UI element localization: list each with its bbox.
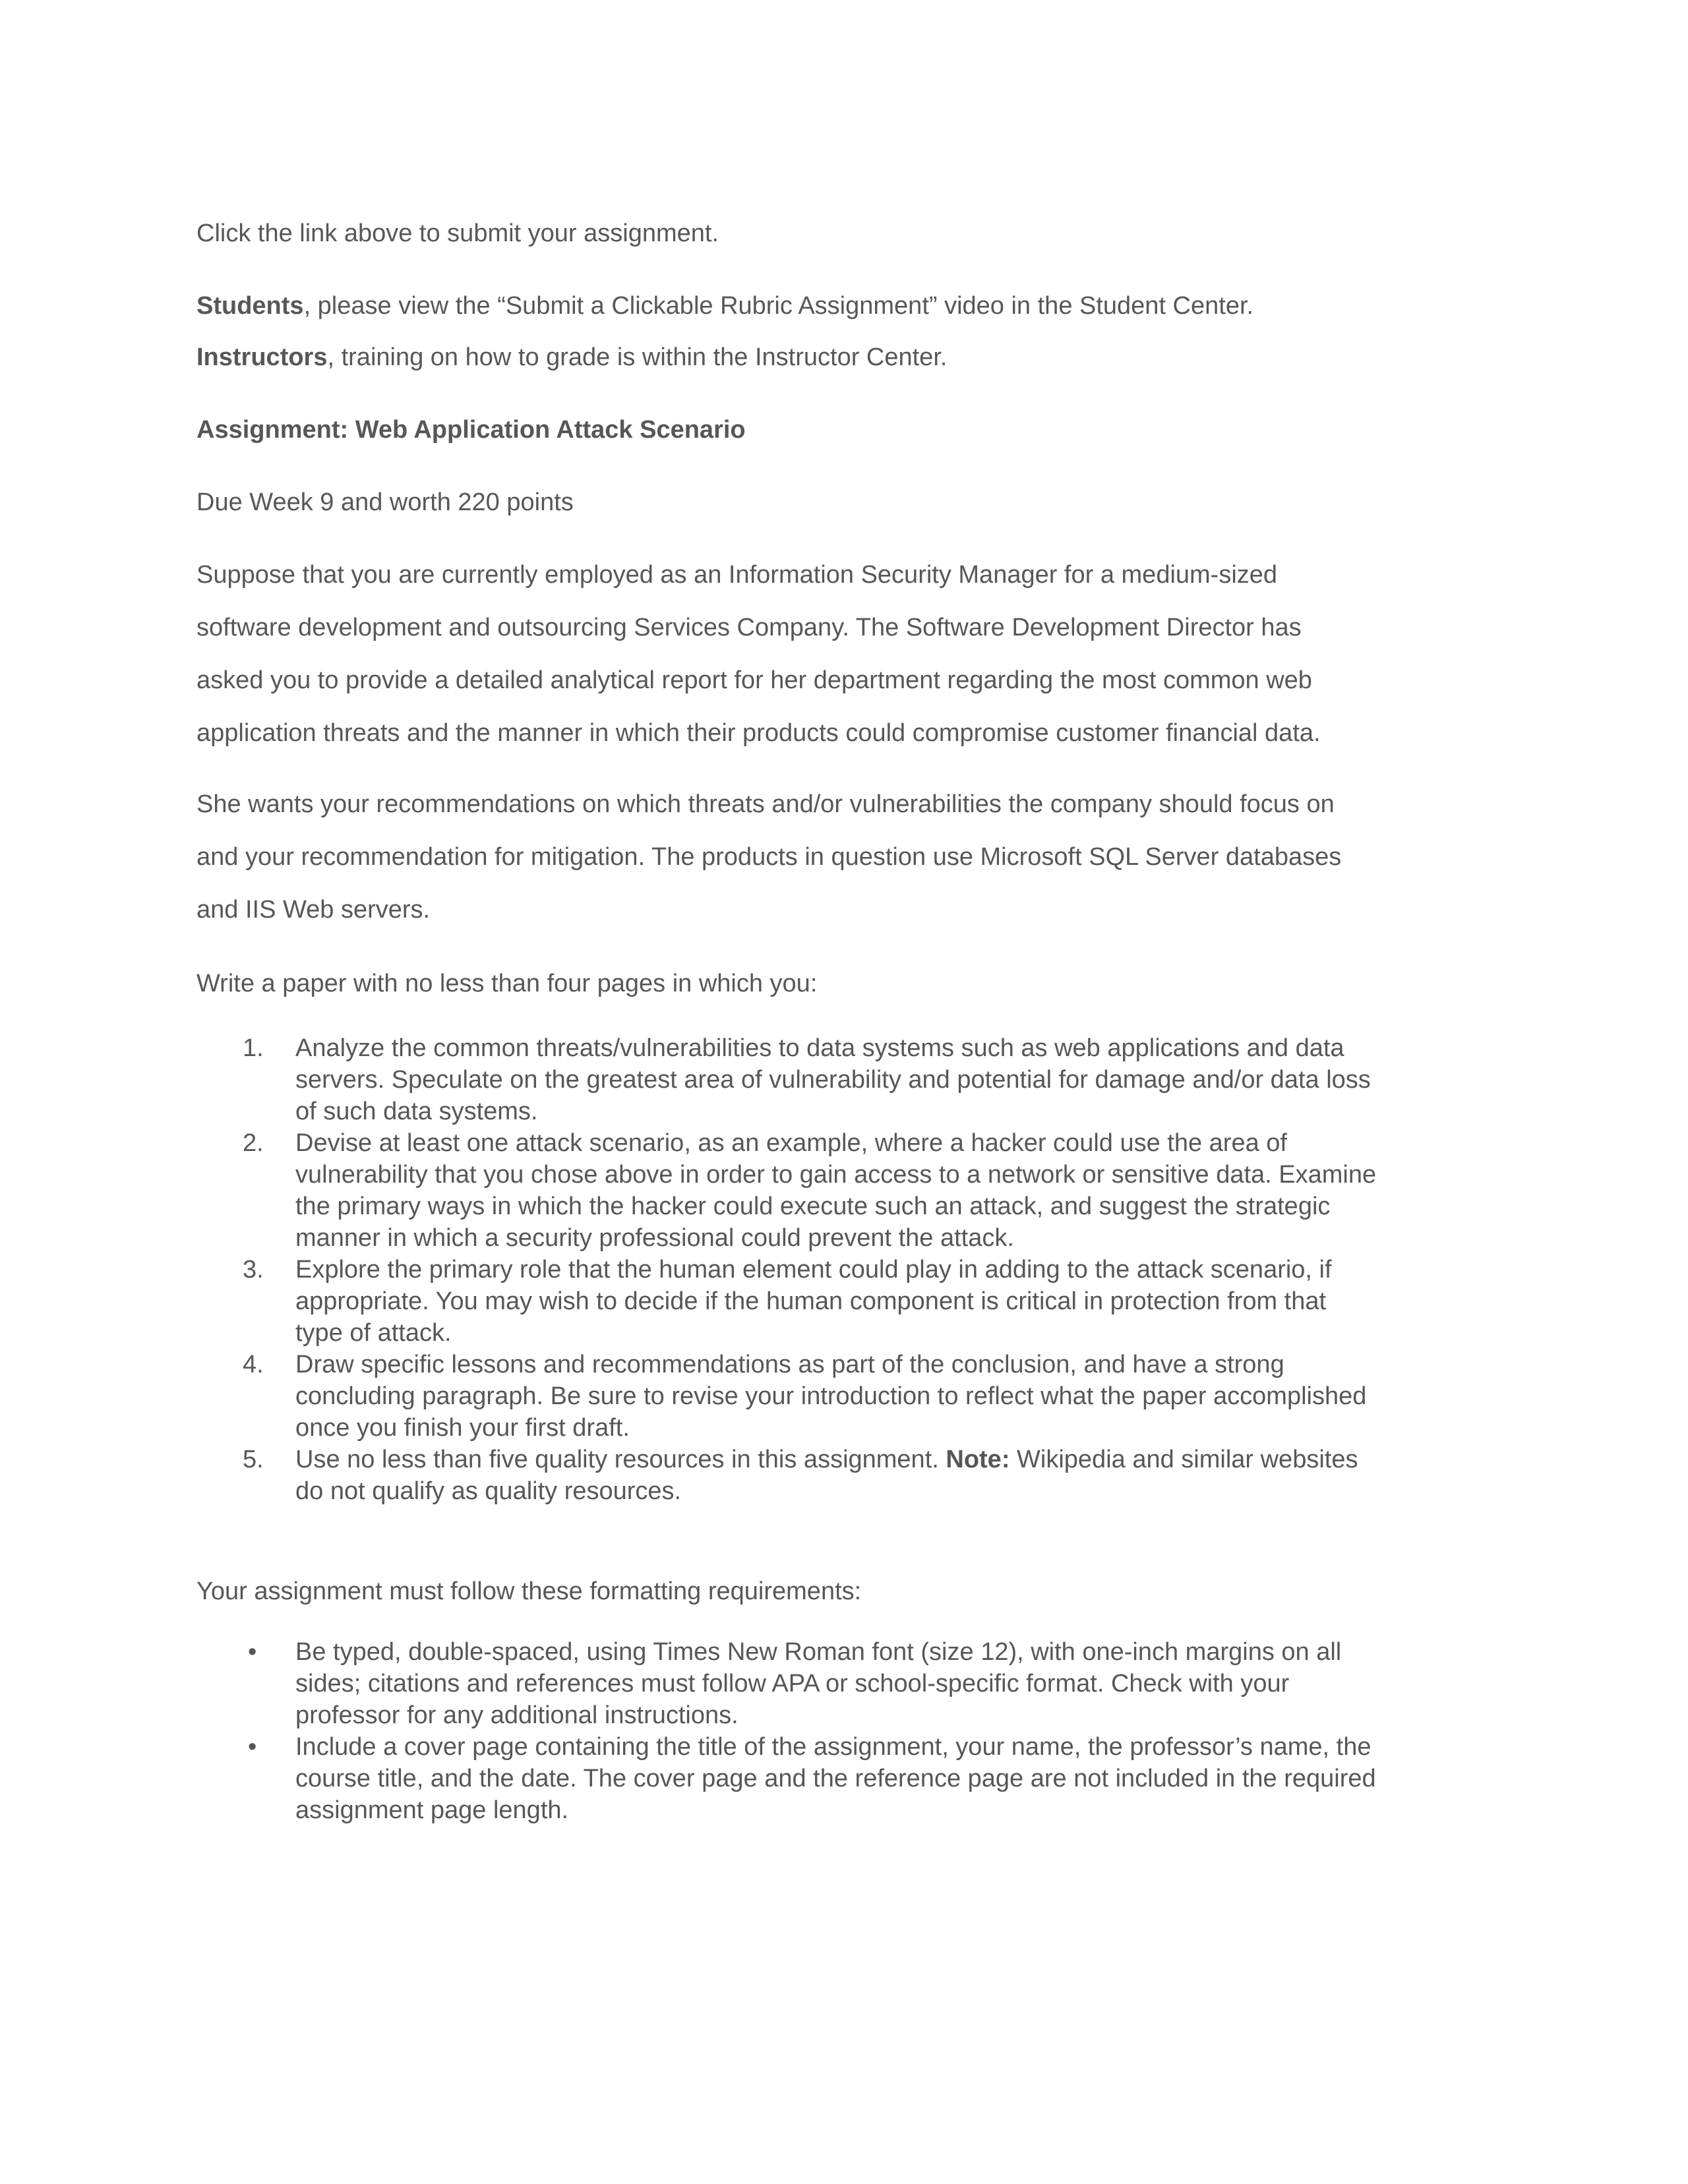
list-item [196,1349,1509,1444]
list-item-line: of such data systems. [295,1098,538,1125]
requirements-list [196,1032,1509,1507]
scenario-line: Suppose that you are currently employed as an Information Security Manager for a medium-sized [196,561,1278,589]
list-item [196,1032,1509,1127]
bullet-icon: • [248,1733,257,1761]
list-item-line: type of attack. [295,1319,452,1347]
list-item-line: Analyze the common threats/vulnerabilities to data systems such as web applications and data [295,1034,1344,1062]
list-item [196,1731,1509,1826]
list-item-line: concluding paragraph. Be sure to revise your introduction to reflect what the paper accomplished [295,1382,1367,1410]
recommendation-line: and IIS Web servers. [196,896,431,924]
list-number: 4. [243,1351,264,1378]
list-item-line: vulnerability that you chose above in order to gain access to a network or sensitive data. Examine [295,1161,1377,1189]
scenario-line: application threats and the manner in which their products could compromise customer financial data. [196,719,1321,747]
list-item [196,1254,1509,1349]
recommendation-line: and your recommendation for mitigation. The products in question use Microsoft SQL Server databases [196,843,1342,871]
list-item-line: Devise at least one attack scenario, as an example, where a hacker could use the area of [295,1129,1287,1157]
list-item-line: Explore the primary role that the human element could play in adding to the attack scenario, if [295,1256,1332,1284]
list-item-line: Include a cover page containing the title of the assignment, your name, the professor’s name, the [295,1733,1372,1761]
list-item [196,1127,1509,1254]
submit-instruction-text: Click the link above to submit your assignment. [196,220,719,247]
bullet-icon: • [248,1638,257,1666]
list-item-line: sides; citations and references must follow APA or school-specific format. Check with your [295,1670,1290,1697]
list-item [196,1444,1509,1507]
students-note [196,280,1509,332]
list-number: 5. [243,1446,264,1473]
list-item-text: Wikipedia and similar websites [1010,1446,1358,1473]
assignment-title: Assignment: Web Application Attack Scenario [196,416,746,444]
list-item-line: professor for any additional instructions. [295,1701,738,1729]
list-item-line: once you finish your first draft. [295,1414,630,1442]
list-number: 2. [243,1129,264,1157]
list-item-line: servers. Speculate on the greatest area of vulnerability and potential for damage and/or data loss [295,1066,1371,1094]
recommendation-paragraph [196,778,1509,936]
list-item-line: the primary ways in which the hacker could execute such an attack, and suggest the strategic [295,1193,1331,1220]
note-label: Note: [946,1446,1010,1473]
instructors-label: Instructors [196,343,328,371]
list-item-line: Be typed, double-spaced, using Times New Roman font (size 12), with one-inch margins on all [295,1638,1342,1666]
list-item-line: course title, and the date. The cover page and the reference page are not included in the required [295,1765,1376,1792]
list-item-line: appropriate. You may wish to decide if the human component is critical in protection from that [295,1287,1327,1315]
students-note-text: , please view the “Submit a Clickable Rubric Assignment” video in the Student Center. [303,292,1254,320]
list-item-line: Draw specific lessons and recommendations as part of the conclusion, and have a strong [295,1351,1284,1378]
scenario-line: software development and outsourcing Services Company. The Software Development Director has [196,614,1302,641]
instructors-note-text: , training on how to grade is within the Instructor Center. [327,343,948,371]
list-item-line: do not qualify as quality resources. [295,1477,682,1505]
recommendation-line: She wants your recommendations on which threats and/or vulnerabilities the company should focus on [196,790,1335,818]
due-date: Due Week 9 and worth 220 points [196,488,574,516]
instructors-note [196,331,1509,384]
list-item-line [295,1444,1509,1475]
list-item-line: manner in which a security professional could prevent the attack. [295,1224,1014,1252]
write-intro: Write a paper with no less than four pages in which you: [196,970,818,997]
list-number: 1. [243,1034,264,1062]
formatting-list [196,1636,1509,1826]
list-item-text: Use no less than five quality resources in this assignment. [295,1446,946,1473]
scenario-line: asked you to provide a detailed analytical report for her department regarding the most common web [196,666,1312,694]
list-number: 3. [243,1256,264,1284]
list-item [196,1636,1509,1731]
submit-instruction [196,207,1509,260]
format-intro: Your assignment must follow these formatting requirements: [196,1578,862,1605]
students-label: Students [196,292,304,320]
list-item-line: assignment page length. [295,1796,569,1824]
scenario-paragraph [196,548,1509,759]
